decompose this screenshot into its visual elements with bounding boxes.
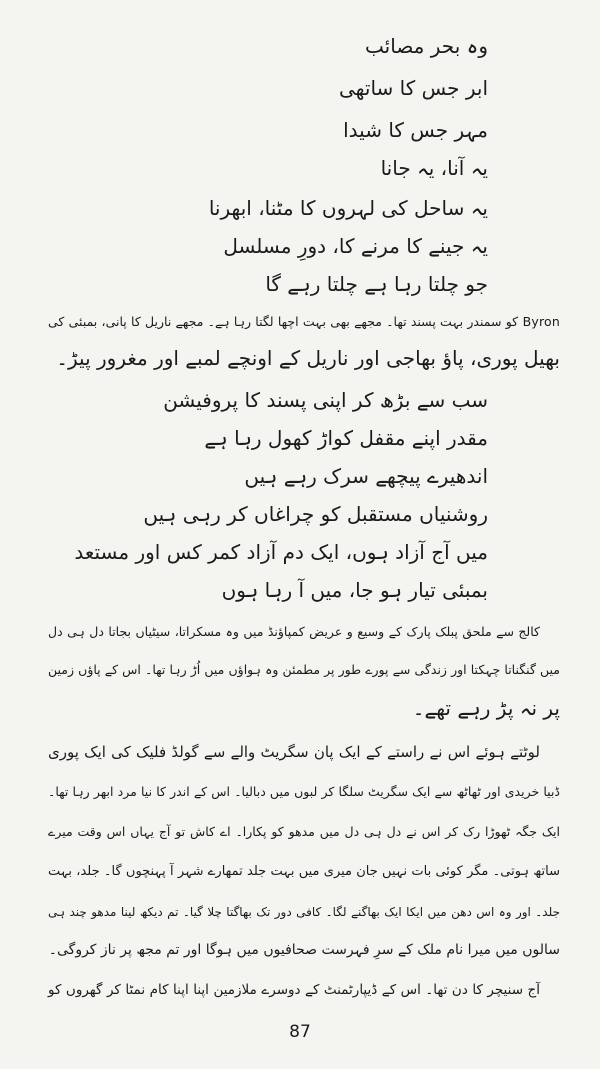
paragraph-line: ڈبیا خریدی اور ٹھاٹھ سے ایک سگریٹ سلگا کر لبوں میں دبالیا۔ اس کے اندر کا نیا مرد ابھر رہا تھا۔ — [48, 784, 560, 799]
paragraph-line: لوٹتے ہوئے اس نے راستے کے ایک پان سگریٹ والے سے گولڈ فلیک کی ایک پوری — [48, 743, 540, 761]
poem-line: مہر جس کا شیدا — [343, 118, 488, 142]
paragraph-line: میں گنگناتا چہکتا اور زندگی سے پورے طور پر مطمئن وہ ہواؤں میں اُڑ رہا تھا۔ اس کے پاؤں زمین — [48, 662, 560, 677]
poem-line: وہ بحر مصائب — [365, 34, 488, 58]
poem-line: یہ آنا، یہ جانا — [380, 156, 488, 180]
poem-line: مقدر اپنے مقفل کواڑ کھول رہا ہے — [204, 426, 488, 450]
paragraph-line: ایک جگہ ٹھوڑا رک کر اس نے دل ہی دل میں مدھو کو پکارا۔ اے کاش تو آج یہاں اس وقت میرے — [48, 824, 560, 839]
paragraph-line: پر نہ پڑ رہے تھے۔ — [412, 696, 560, 720]
paragraph-line: جلد۔ اور وہ اس دھن میں ایکا ایک بھاگنے لگا۔ کافی دور تک بھاگتا چلا گیا۔ تم دیکھ لینا مدھو چند ہی — [48, 905, 560, 919]
paragraph-line: سالوں میں میرا نام ملک کے سرِ فہرست صحافیوں میں ہوگا اور تم مجھ پر ناز کروگی۔ — [48, 942, 560, 958]
poem-line: یہ جینے کا مرنے کا، دورِ مسلسل — [223, 234, 488, 258]
paragraph-line: Byron کو سمندر بہت پسند تھا۔ مجھے بھی بہت اچھا لگتا رہا ہے۔ مجھے ناریل کا پانی، بمبئی کی — [48, 314, 560, 329]
poem-line: میں آج آزاد ہوں، ایک دم آزاد کمر کس اور مستعد — [74, 540, 488, 564]
poem-line: روشنیاں مستقبل کو چراغاں کر رہی ہیں — [143, 502, 488, 526]
poem-line: بمبئی تیار ہو جا، میں آ رہا ہوں — [221, 578, 488, 602]
paragraph-line: کالج سے ملحق پبلک پارک کے وسیع و عریض کمپاؤنڈ میں وہ مسکراتا، سیٹیاں بجاتا دل ہی دل — [48, 624, 540, 639]
paragraph-line: آج سنیچر کا دن تھا۔ اس کے ڈیپارٹمنٹ کے دوسرے ملازمین اپنا اپنا کام نمٹا کر گھروں کو — [48, 982, 540, 998]
page-number: 87 — [289, 1022, 311, 1042]
paragraph-line: ساتھ ہوتی۔ مگر کوئی بات نہیں جان میری میں بہت جلد تمھارے شہر آ پہنچوں گا۔ جلد، بہت — [48, 864, 560, 879]
paragraph-line: بھیل پوری، پاؤ بھاجی اور ناریل کے اونچے لمبے اور مغرور پیڑ۔ — [56, 346, 560, 370]
poem-line: جو چلتا رہا ہے چلتا رہے گا — [265, 272, 488, 296]
poem-line: سب سے بڑھ کر اپنی پسند کا پروفیشن — [163, 388, 488, 412]
poem-line: اندھیرے پیچھے سرک رہے ہیں — [244, 464, 488, 488]
poem-line: یہ ساحل کی لہروں کا مٹنا، ابھرنا — [208, 196, 488, 220]
poem-line: ابر جس کا ساتھی — [338, 76, 488, 100]
